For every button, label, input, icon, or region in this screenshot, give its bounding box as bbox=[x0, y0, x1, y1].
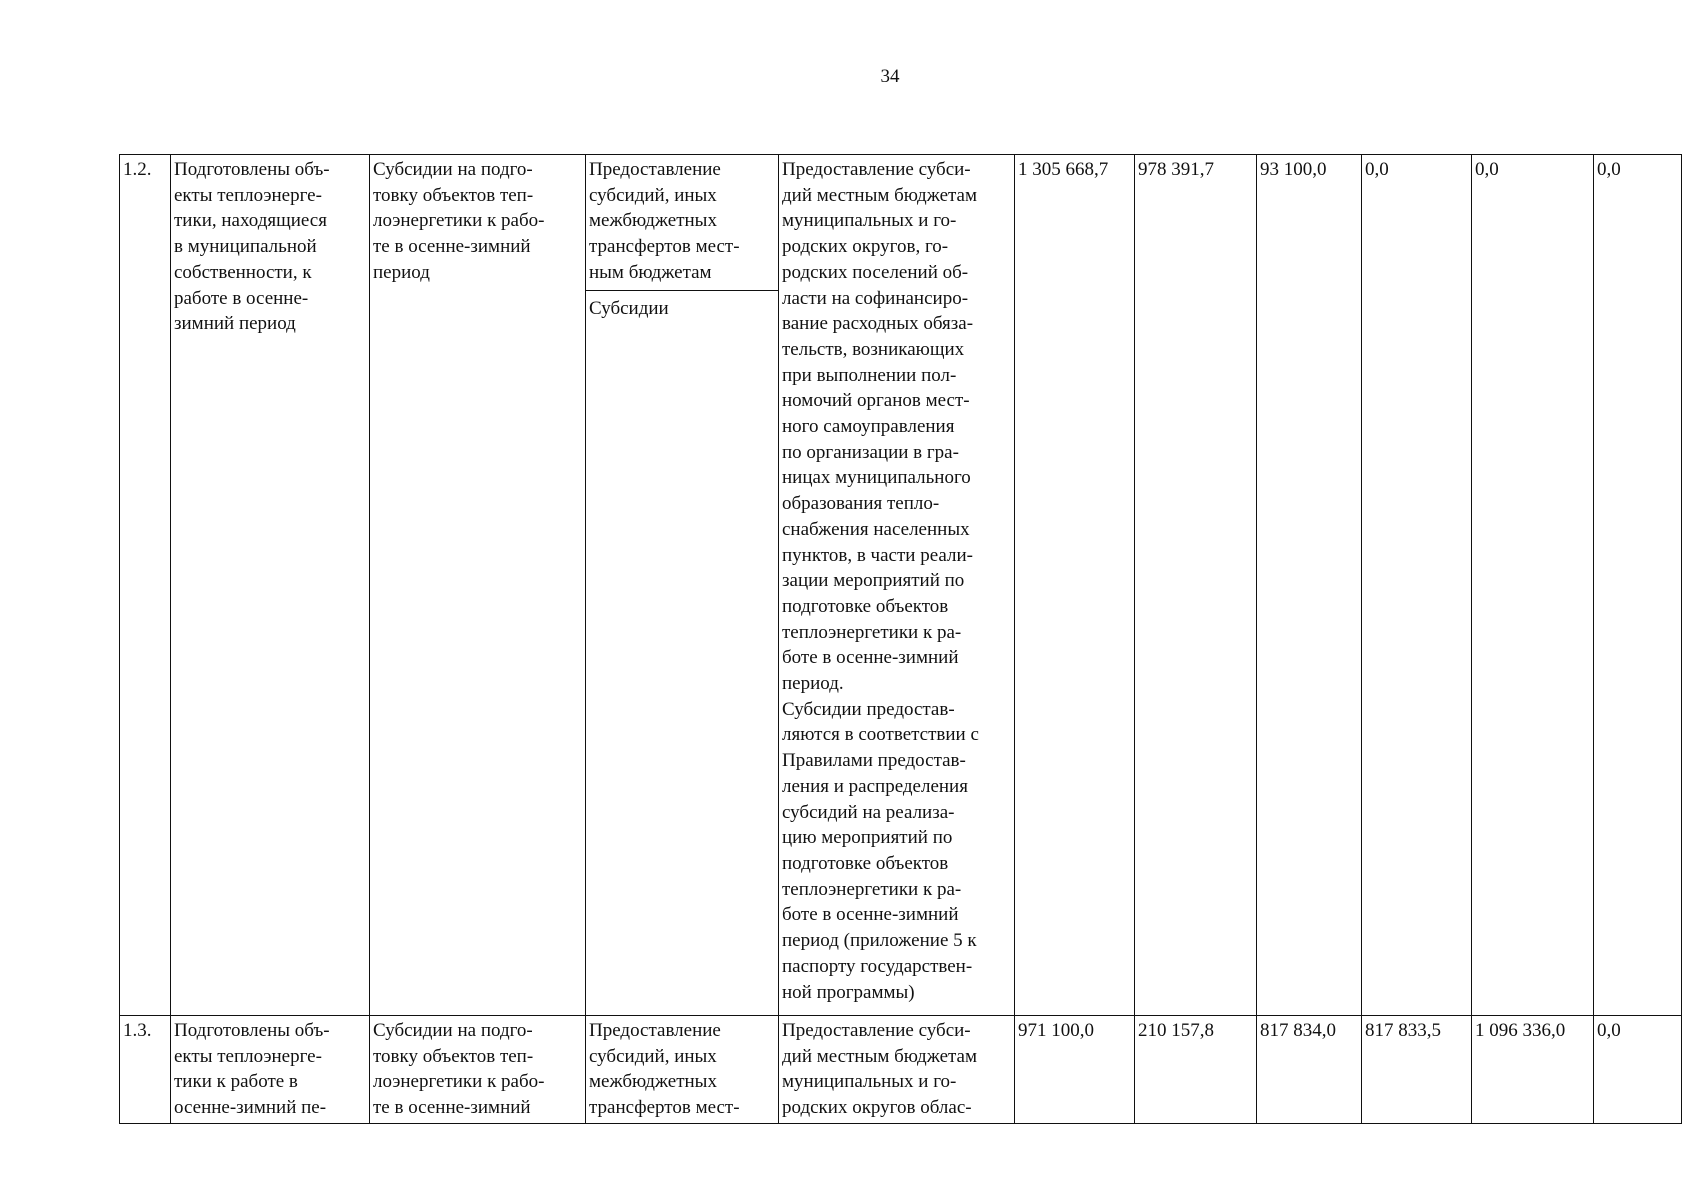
text-line: Предоставление субси- bbox=[782, 159, 971, 180]
funding-value-cell bbox=[1594, 155, 1682, 1016]
text-line: цию мероприятий по bbox=[782, 827, 953, 849]
funding-value: 210 157,8 bbox=[1138, 1020, 1214, 1041]
support-type-cell bbox=[586, 155, 779, 1016]
funding-value: 1 305 668,7 bbox=[1018, 159, 1109, 180]
support-type-cell bbox=[586, 1016, 779, 1124]
text-line: лоэнергетики к рабо- bbox=[373, 1071, 545, 1093]
table-row bbox=[120, 155, 1682, 1016]
text-line: снабжения населенных bbox=[782, 518, 970, 540]
text-line: те в осенне-зимний bbox=[373, 1097, 531, 1119]
text-line: тельств, возникающих bbox=[782, 338, 965, 360]
text-line: субсидий, иных bbox=[589, 1045, 717, 1067]
activity-cell bbox=[370, 1016, 586, 1124]
text-line: Субсидии на подго- bbox=[373, 159, 533, 180]
text-line: тики, находящиеся bbox=[174, 210, 327, 232]
text-line: зимний период bbox=[174, 313, 296, 335]
text-line: Подготовлены объ- bbox=[174, 1020, 330, 1041]
text-line: ницах муниципального bbox=[782, 467, 971, 489]
text-line: период. bbox=[782, 673, 844, 695]
text-line: родских поселений об- bbox=[782, 261, 969, 283]
text-line: образования тепло- bbox=[782, 493, 940, 515]
text-line: Правилами предостав- bbox=[782, 750, 966, 772]
row-number-text: 1.2. bbox=[123, 159, 152, 180]
text-line: муниципальных и го- bbox=[782, 1071, 957, 1093]
funding-value: 0,0 bbox=[1365, 159, 1389, 180]
funding-value: 817 834,0 bbox=[1260, 1020, 1336, 1041]
text-line: ления и распределения bbox=[782, 775, 968, 797]
text-line: екты теплоэнерге- bbox=[174, 184, 322, 206]
text-line: теплоэнергетики к ра- bbox=[782, 621, 962, 643]
activity-cell bbox=[370, 155, 586, 1016]
text-line: собственности, к bbox=[174, 261, 312, 283]
funding-value-cell bbox=[1015, 1016, 1135, 1124]
text-line: теплоэнергетики к ра- bbox=[782, 878, 962, 900]
text-line: период (приложение 5 к bbox=[782, 930, 977, 952]
funding-value-cell bbox=[1472, 155, 1594, 1016]
funding-value: 93 100,0 bbox=[1260, 159, 1327, 180]
text-line: субсидий на реализа- bbox=[782, 801, 955, 823]
description-cell bbox=[779, 155, 1015, 1016]
program-table bbox=[119, 154, 1682, 1124]
text-line: трансфертов мест- bbox=[589, 236, 740, 258]
text-line: боте в осенне-зимний bbox=[782, 647, 959, 669]
text-line: трансфертов мест- bbox=[589, 1097, 740, 1119]
text-line: пунктов, в части реали- bbox=[782, 544, 973, 566]
text-line: осенне-зимний пе- bbox=[174, 1097, 327, 1119]
funding-value: 0,0 bbox=[1597, 159, 1621, 180]
funding-value: 1 096 336,0 bbox=[1475, 1020, 1566, 1041]
funding-value-cell bbox=[1472, 1016, 1594, 1124]
text-line: работе в осенне- bbox=[174, 287, 309, 309]
text-line: Субсидии предостав- bbox=[782, 698, 955, 720]
page-number: 34 bbox=[880, 66, 900, 87]
expected-result-cell bbox=[171, 1016, 370, 1124]
funding-value-cell bbox=[1257, 1016, 1362, 1124]
support-subtype: Субсидии bbox=[589, 297, 669, 319]
text-line: по организации в гра- bbox=[782, 441, 959, 463]
expected-result-cell bbox=[171, 155, 370, 1016]
text-line: в муниципальной bbox=[174, 236, 317, 258]
funding-value-cell bbox=[1257, 155, 1362, 1016]
text-line: ного самоуправления bbox=[782, 416, 955, 438]
funding-value: 971 100,0 bbox=[1018, 1020, 1094, 1041]
funding-value-cell bbox=[1015, 155, 1135, 1016]
text-line: при выполнении пол- bbox=[782, 364, 957, 386]
text-line: ной программы) bbox=[782, 981, 915, 1003]
funding-value: 0,0 bbox=[1475, 159, 1499, 180]
text-line: субсидий, иных bbox=[589, 184, 717, 206]
text-line: дий местным бюджетам bbox=[782, 1045, 977, 1067]
text-line: лоэнергетики к рабо- bbox=[373, 210, 545, 232]
text-line: межбюджетных bbox=[589, 210, 717, 232]
funding-value-cell bbox=[1135, 1016, 1257, 1124]
text-line: Предоставление bbox=[589, 159, 721, 180]
text-line: межбюджетных bbox=[589, 1071, 717, 1093]
text-line: муниципальных и го- bbox=[782, 210, 957, 232]
text-line: ляются в соответствии с bbox=[782, 724, 979, 746]
funding-value: 817 833,5 bbox=[1365, 1020, 1441, 1041]
text-line: Предоставление bbox=[589, 1020, 721, 1041]
funding-value-cell bbox=[1362, 1016, 1472, 1124]
text-line: товку объектов теп- bbox=[373, 184, 534, 206]
text-line: ным бюджетам bbox=[589, 261, 712, 283]
description-cell bbox=[779, 1016, 1015, 1124]
funding-value: 0,0 bbox=[1597, 1020, 1621, 1041]
row-number bbox=[120, 155, 171, 1016]
text-line: те в осенне-зимний bbox=[373, 236, 531, 258]
text-line: боте в осенне-зимний bbox=[782, 904, 959, 926]
text-line: ласти на софинансиро- bbox=[782, 287, 969, 309]
row-number-text: 1.3. bbox=[123, 1020, 152, 1041]
support-type-top bbox=[586, 157, 778, 291]
text-line: родских округов облас- bbox=[782, 1097, 972, 1119]
text-line: товку объектов теп- bbox=[373, 1045, 534, 1067]
text-line: паспорту государствен- bbox=[782, 955, 973, 977]
funding-value: 978 391,7 bbox=[1138, 159, 1214, 180]
funding-value-cell bbox=[1362, 155, 1472, 1016]
text-line: подготовке объектов bbox=[782, 852, 949, 874]
text-line: екты теплоэнерге- bbox=[174, 1045, 322, 1067]
text-line: период bbox=[373, 261, 430, 283]
table-row bbox=[120, 1016, 1682, 1124]
row-number bbox=[120, 1016, 171, 1124]
funding-value-cell bbox=[1135, 155, 1257, 1016]
text-line: родских округов, го- bbox=[782, 236, 949, 258]
text-line: вание расходных обяза- bbox=[782, 313, 974, 335]
text-line: Предоставление субси- bbox=[782, 1020, 971, 1041]
text-line: Субсидии на подго- bbox=[373, 1020, 533, 1041]
funding-value-cell bbox=[1594, 1016, 1682, 1124]
text-line: дий местным бюджетам bbox=[782, 184, 977, 206]
text-line: тики к работе в bbox=[174, 1071, 298, 1093]
text-line: подготовке объектов bbox=[782, 595, 949, 617]
support-type-bottom bbox=[589, 291, 776, 322]
text-line: Подготовлены объ- bbox=[174, 159, 330, 180]
text-line: номочий органов мест- bbox=[782, 390, 970, 412]
table-body bbox=[120, 155, 1682, 1124]
text-line: зации мероприятий по bbox=[782, 570, 965, 592]
